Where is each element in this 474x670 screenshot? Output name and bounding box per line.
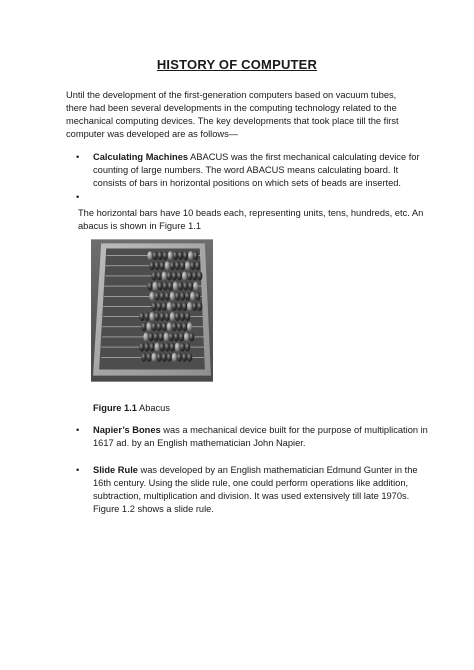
abacus-bead — [152, 282, 157, 291]
abacus-bead — [197, 271, 202, 280]
abacus-bead — [193, 282, 198, 291]
abacus-bead — [168, 282, 173, 291]
figure-label: Figure 1.1 — [93, 403, 137, 413]
abacus-bead — [157, 251, 162, 260]
abacus-bead — [147, 282, 152, 291]
abacus-bead — [148, 332, 153, 341]
bullet-term: Calculating Machines — [93, 152, 189, 162]
abacus-bead — [151, 271, 156, 280]
abacus-bead — [165, 292, 170, 301]
abacus-bead — [185, 312, 190, 321]
abacus-bead — [141, 322, 146, 331]
abacus-bead — [143, 332, 148, 341]
bullet-marker: • — [76, 465, 80, 475]
abacus-bead — [156, 353, 161, 362]
abacus-bead — [182, 353, 187, 362]
abacus-bead — [165, 343, 170, 352]
abacus-bead — [154, 261, 159, 270]
abacus-bead — [163, 282, 168, 291]
abacus-bead — [187, 302, 192, 311]
abacus-bead — [149, 312, 154, 321]
abacus-bead — [160, 312, 165, 321]
abacus-bead — [182, 322, 187, 331]
bullet-marker: • — [76, 192, 80, 202]
bullet-text — [93, 464, 433, 516]
bullet-description: was developed by an English mathematician Edmund Gunter in the 16th century. Using the slide rule, one could perform operations like addition, subtraction, multiplication and division. It was used extensively till late 1970s. Figure 1.2 shows a slide rule. — [93, 465, 418, 514]
abacus-bead — [151, 302, 156, 311]
abacus-bead — [172, 271, 177, 280]
abacus-bead — [179, 332, 184, 341]
abacus-bead — [175, 261, 180, 270]
abacus-bead — [149, 292, 154, 301]
abacus-bead — [175, 292, 180, 301]
abacus-bead — [146, 353, 151, 362]
abacus-bead — [170, 261, 175, 270]
abacus-bead — [192, 271, 197, 280]
abacus-bead — [173, 282, 178, 291]
abacus-bead — [170, 343, 175, 352]
abacus-bead — [147, 251, 152, 260]
abacus-bead — [156, 271, 161, 280]
abacus-bead — [151, 322, 156, 331]
abacus-bead — [178, 282, 183, 291]
abacus-bead — [180, 343, 185, 352]
abacus-bead — [188, 282, 193, 291]
abacus-bead — [162, 271, 167, 280]
abacus-bead — [180, 261, 185, 270]
abacus-bead — [195, 261, 200, 270]
abacus-bead — [177, 302, 182, 311]
abacus-bead — [180, 312, 185, 321]
figure-caption — [93, 403, 170, 413]
abacus-bead — [169, 332, 174, 341]
abacus-bead — [167, 322, 172, 331]
abacus-bead — [177, 353, 182, 362]
bullet-term: Napier’s Bones — [93, 425, 161, 435]
abacus-bead — [187, 271, 192, 280]
abacus-bead — [183, 251, 188, 260]
abacus-bead — [174, 332, 179, 341]
abacus-bead — [180, 292, 185, 301]
bullet-marker: • — [76, 425, 80, 435]
abacus-bead — [153, 332, 158, 341]
bullet-description: ABACUS was the first mechanical calculating device for counting of large numbers. The word ABACUS means calculating board. It consists of bars in horizontal positions on which sets of beads are inserted. — [93, 152, 420, 188]
abacus-bead — [160, 261, 165, 270]
bullet-marker: • — [76, 152, 80, 162]
abacus-bead — [177, 271, 182, 280]
abacus-image — [91, 239, 213, 382]
abacus-bead — [185, 261, 190, 270]
abacus-bead — [187, 353, 192, 362]
abacus-bead — [192, 302, 197, 311]
abacus-continuation-paragraph: The horizontal bars have 10 beads each, representing units, tens, hundreds, etc. An abacus is shown in Figure 1.1 — [78, 208, 424, 231]
abacus-bead — [139, 343, 144, 352]
abacus-bead — [193, 251, 198, 260]
abacus-bead — [156, 302, 161, 311]
page-title: HISTORY OF COMPUTER — [156, 57, 318, 72]
abacus-bead — [178, 251, 183, 260]
abacus-bead — [190, 292, 195, 301]
abacus-bead — [157, 282, 162, 291]
abacus-bead — [167, 271, 172, 280]
abacus-bead — [139, 312, 144, 321]
abacus-bead — [163, 251, 168, 260]
bullet-text — [93, 424, 433, 450]
abacus-bead — [172, 302, 177, 311]
abacus-bead — [185, 292, 190, 301]
abacus-bead — [167, 302, 172, 311]
abacus-bead — [149, 343, 154, 352]
bullet-term: Slide Rule — [93, 465, 138, 475]
abacus-bead — [159, 332, 164, 341]
abacus-bead — [146, 322, 151, 331]
abacus-bead — [190, 261, 195, 270]
figure-caption-text: Abacus — [136, 403, 171, 413]
abacus-bead — [189, 332, 194, 341]
abacus-bead — [149, 261, 154, 270]
abacus-bead — [172, 353, 177, 362]
abacus-bead — [162, 322, 167, 331]
abacus-bead — [151, 353, 156, 362]
abacus-bead — [162, 353, 167, 362]
intro-paragraph: Until the development of the first-generation computers based on vacuum tubes, there had been several developments in the computing technology related to the mechanical computing devices. The key developments that took place till the first computer was developed are as follows— — [66, 90, 399, 139]
bullet-text — [93, 151, 433, 190]
abacus-bead — [165, 312, 170, 321]
abacus-bead — [156, 322, 161, 331]
abacus-bead — [170, 292, 175, 301]
abacus-bead — [160, 292, 165, 301]
abacus-bead — [172, 322, 177, 331]
abacus-bead — [154, 292, 159, 301]
abacus-bead — [175, 312, 180, 321]
abacus-bead — [183, 282, 188, 291]
abacus-bead — [177, 322, 182, 331]
abacus-bead — [188, 251, 193, 260]
abacus-bead — [154, 312, 159, 321]
abacus-bead — [162, 302, 167, 311]
abacus-bead — [197, 302, 202, 311]
abacus-bead — [164, 332, 169, 341]
abacus-bead — [195, 292, 200, 301]
abacus-bead — [167, 353, 172, 362]
abacus-bead — [184, 332, 189, 341]
abacus-bead — [152, 251, 157, 260]
abacus-bead — [173, 251, 178, 260]
abacus-bead — [182, 302, 187, 311]
abacus-bead — [175, 343, 180, 352]
abacus-bead — [154, 343, 159, 352]
abacus-bead — [165, 261, 170, 270]
abacus-bead — [144, 312, 149, 321]
bullet-description: was a mechanical device built for the purpose of multiplication in 1617 ad. by an English mathematician John Napier. — [93, 425, 428, 448]
abacus-bead — [187, 322, 192, 331]
abacus-bead — [182, 271, 187, 280]
abacus-bead — [170, 312, 175, 321]
abacus-bead — [168, 251, 173, 260]
abacus-bead — [185, 343, 190, 352]
abacus-bead — [141, 353, 146, 362]
abacus-bead — [144, 343, 149, 352]
abacus-bead — [160, 343, 165, 352]
